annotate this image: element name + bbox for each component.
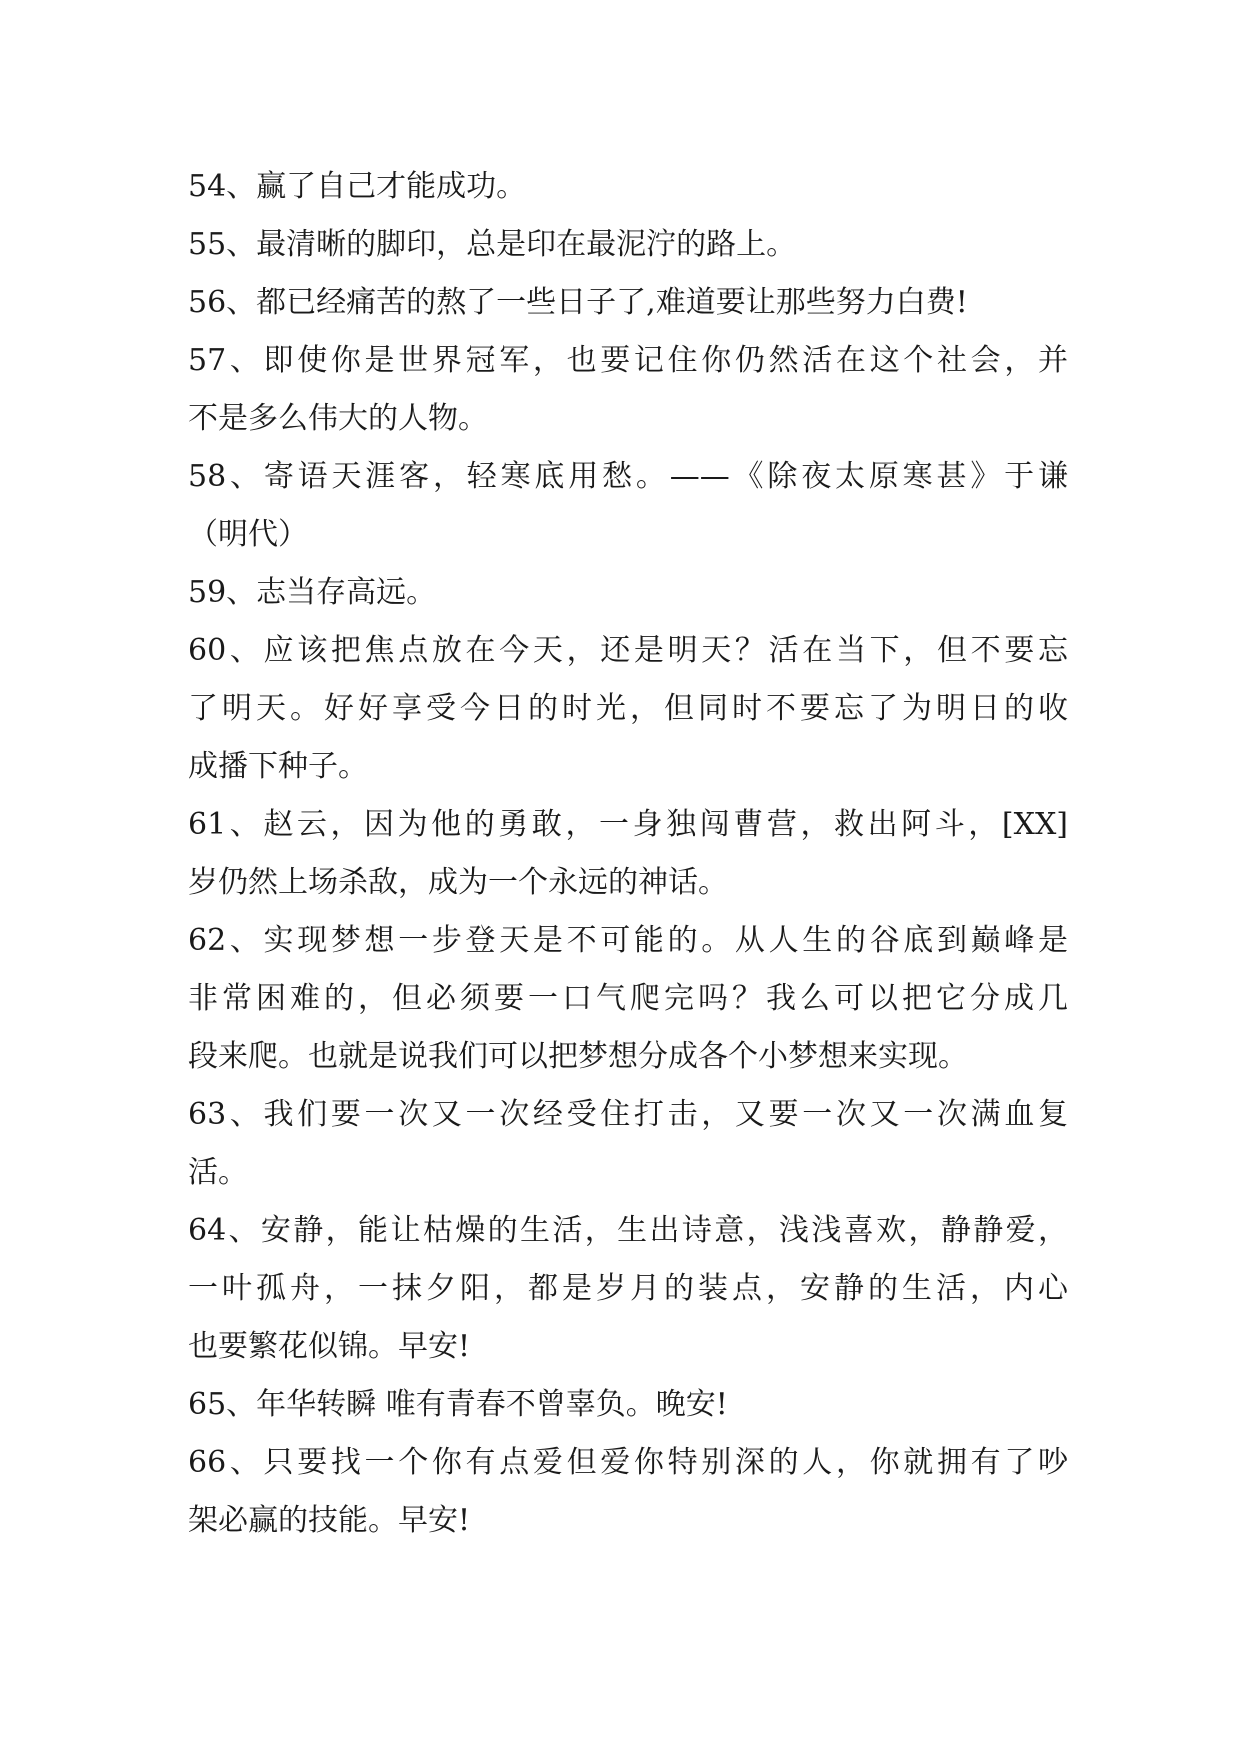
quote-item-58 (188, 448, 1068, 564)
quote-line: 60、应该把焦点放在今天，还是明天？活在当下，但不要忘 (188, 633, 1068, 668)
quote-item-63 (188, 1086, 1068, 1202)
quote-line: 58、寄语天涯客，轻寒底用愁。——《除夜太原寒甚》于谦 (188, 459, 1068, 494)
quote-line: 56、都已经痛苦的熬了一些日子了,难道要让那些努力白费! (188, 285, 968, 320)
quote-item-61 (188, 796, 1068, 912)
quote-line: （明代） (188, 517, 308, 552)
quote-line: 62、实现梦想一步登天是不可能的。从人生的谷底到巅峰是 (188, 923, 1068, 958)
quote-line: 段来爬。也就是说我们可以把梦想分成各个小梦想来实现。 (188, 1039, 968, 1074)
quote-item-64 (188, 1202, 1068, 1376)
quote-line: 不是多么伟大的人物。 (188, 401, 488, 436)
quote-item-56 (188, 274, 1068, 332)
quote-item-55 (188, 216, 1068, 274)
quote-line: 了明天。好好享受今日的时光，但同时不要忘了为明日的收 (188, 691, 1068, 726)
quote-item-65 (188, 1376, 1068, 1434)
quote-line: 54、赢了自己才能成功。 (188, 169, 527, 204)
quote-item-66 (188, 1434, 1068, 1550)
quote-line: 架必赢的技能。早安! (188, 1503, 471, 1538)
quote-line: 岁仍然上场杀敌，成为一个永远的神话。 (188, 865, 728, 900)
quote-line: 57、即使你是世界冠军，也要记住你仍然活在这个社会，并 (188, 343, 1068, 378)
quote-line: 也要繁花似锦。早安! (188, 1329, 471, 1364)
quote-item-57 (188, 332, 1068, 448)
quote-item-54 (188, 158, 1068, 216)
quote-line: 成播下种子。 (188, 749, 368, 784)
quote-line: 非常困难的，但必须要一口气爬完吗？我么可以把它分成几 (188, 981, 1068, 1016)
quote-line: 59、志当存高远。 (188, 575, 437, 610)
quote-line: 66、只要找一个你有点爱但爱你特别深的人，你就拥有了吵 (188, 1445, 1068, 1480)
quote-line: 一叶孤舟，一抹夕阳，都是岁月的装点，安静的生活，内心 (188, 1271, 1068, 1306)
quote-line: 65、年华转瞬 唯有青春不曾辜负。晚安! (188, 1387, 728, 1422)
quote-line: 63、我们要一次又一次经受住打击，又要一次又一次满血复 (188, 1097, 1068, 1132)
quote-item-59 (188, 564, 1068, 622)
quote-line: 64、安静，能让枯燥的生活，生出诗意，浅浅喜欢，静静爱， (188, 1213, 1068, 1248)
quote-item-62 (188, 912, 1068, 1086)
quote-line: 55、最清晰的脚印，总是印在最泥泞的路上。 (188, 227, 797, 262)
quote-item-60 (188, 622, 1068, 796)
quote-line: 61、赵云，因为他的勇敢，一身独闯曹营，救出阿斗，[XX] (188, 807, 1068, 842)
quote-list (188, 158, 1068, 1550)
quote-line: 活。 (188, 1155, 248, 1190)
